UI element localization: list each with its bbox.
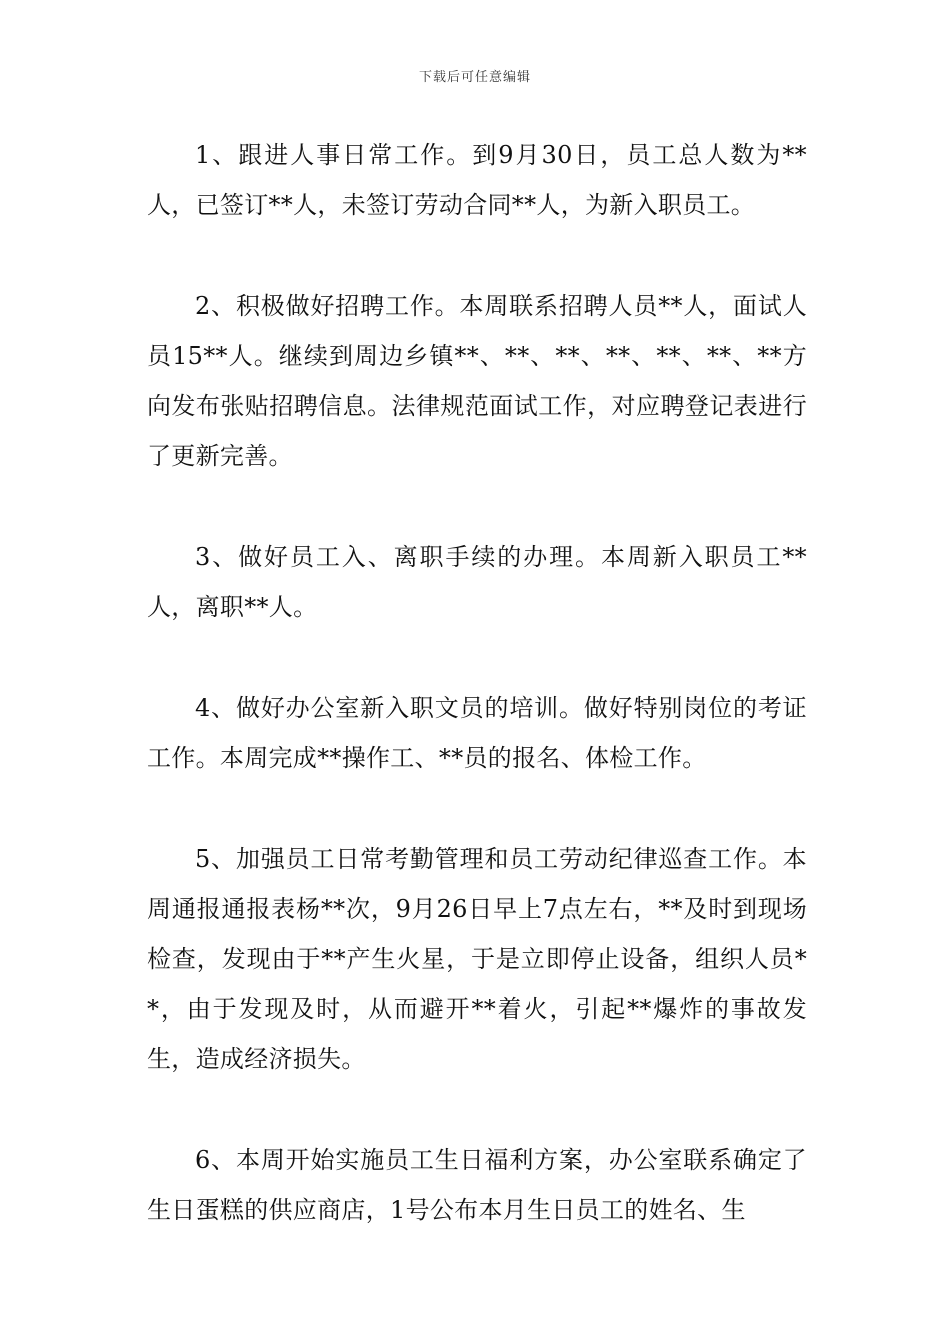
- paragraph-5: 5、加强员工日常考勤管理和员工劳动纪律巡查工作。本周通报通报表杨**次，9月26日早上7点左右，**及时到现场检查，发现由于**产生火星，于是立即停止设备，组织人员**，由于发现及时，从而避开**着火，引起**爆炸的事故发生，造成经济损失。: [147, 845, 807, 1073]
- paragraph-4: 4、做好办公室新入职文员的培训。做好特别岗位的考证工作。本周完成**操作工、**员的报名、体检工作。: [147, 694, 807, 772]
- paragraph-3: 3、做好员工入、离职手续的办理。本周新入职员工**人，离职**人。: [147, 543, 807, 621]
- paragraph-6: 6、本周开始实施员工生日福利方案，办公室联系确定了生日蛋糕的供应商店，1号公布本月生日员工的姓名、生: [147, 1146, 807, 1224]
- document-body: [147, 130, 807, 1286]
- page-header-note: 下载后可任意编辑: [418, 70, 531, 85]
- paragraph-2: 2、积极做好招聘工作。本周联系招聘人员**人，面试人员15**人。继续到周边乡镇**、**、**、**、**、**、**方向发布张贴招聘信息。法律规范面试工作，对应聘登记表进行了更新完善。: [147, 292, 807, 470]
- paragraph-1: 1、跟进人事日常工作。到9月30日，员工总人数为**人，已签订**人，未签订劳动合同**人，为新入职员工。: [147, 141, 807, 219]
